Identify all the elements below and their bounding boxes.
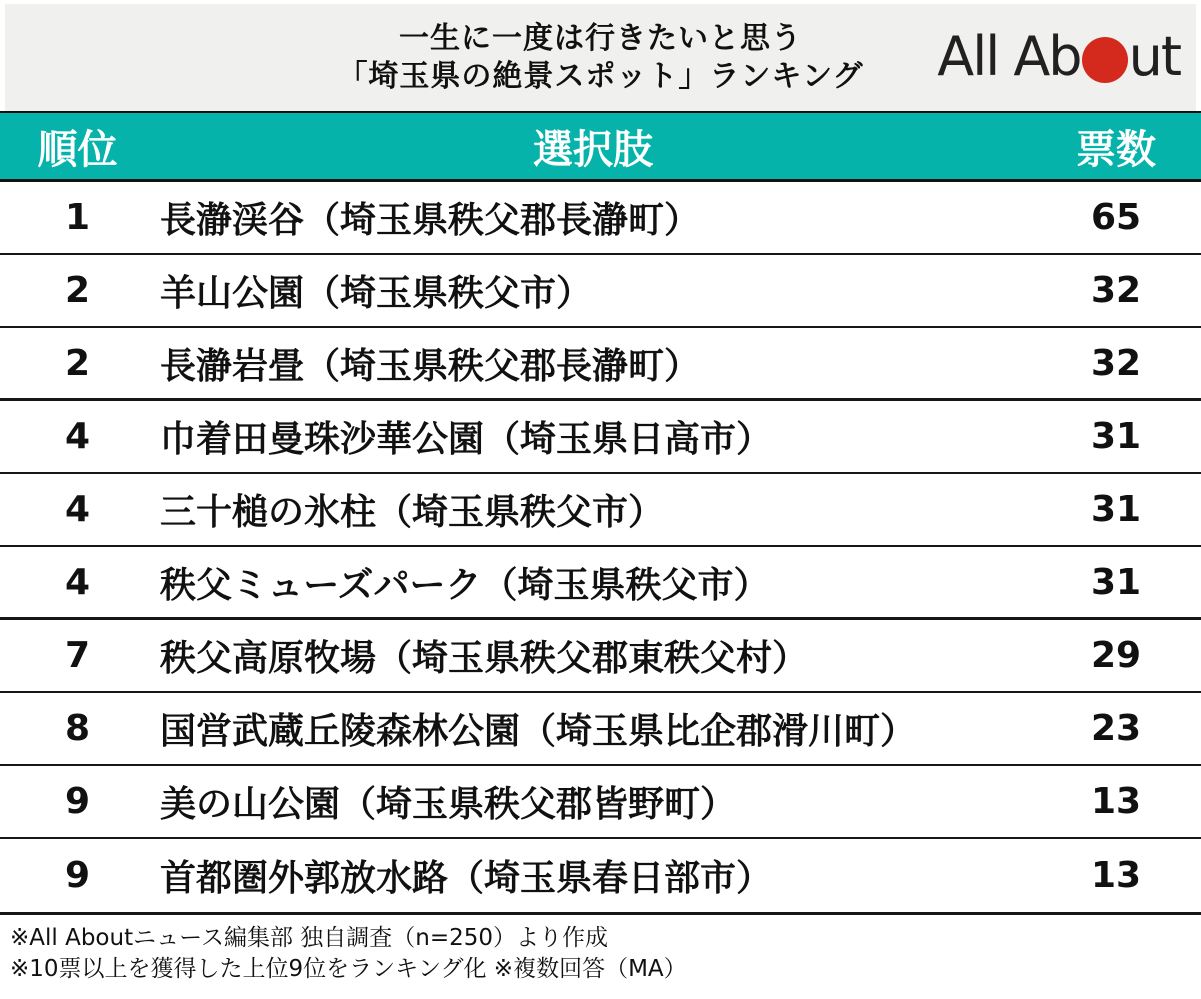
votes-cell: 13 [1090,855,1142,896]
choice-cell: 巾着田曼珠沙華公園（埼玉県日高市） [160,419,773,460]
votes-cell: 32 [1090,342,1142,384]
rank-cell: 4 [64,489,91,530]
rank-cell: 9 [64,781,91,822]
choice-cell: 羊山公園（埼玉県秩父市） [160,273,593,314]
table-row [0,693,1201,766]
table-row [0,620,1201,693]
votes-cell: 31 [1090,416,1142,457]
footnotes [0,915,1201,985]
rank-cell: 2 [64,270,91,311]
votes-cell: 29 [1090,635,1142,676]
choice-cell: 秩父高原牧場（埼玉県秩父郡東秩父村） [160,638,809,679]
footnote-method: ※10票以上を獲得した上位9位をランキング化 ※複数回答（MA） [10,956,687,982]
table-row [0,839,1201,912]
votes-cell: 31 [1090,561,1142,603]
rank-cell: 1 [64,197,91,238]
footnote-source: ※All Aboutニュース編集部 独自調査（n=250）より作成 [10,925,609,951]
table-row [0,182,1201,255]
rank-cell: 4 [64,416,91,457]
votes-cell: 65 [1090,197,1142,238]
all-about-logo [937,22,1180,92]
choice-cell: 秩父ミューズパーク（埼玉県秩父市） [160,564,770,606]
table-row [0,255,1201,328]
rank-cell: 2 [64,342,91,384]
rank-cell: 9 [64,855,91,896]
table-header-row [0,111,1201,182]
choice-cell: 長瀞岩畳（埼玉県秩父郡長瀞町） [160,345,701,387]
choice-cell: 国営武蔵丘陵森林公園（埼玉県比企郡滑川町） [160,711,917,752]
choice-cell: 長瀞渓谷（埼玉県秩父郡長瀞町） [160,200,701,241]
table-row [0,328,1201,401]
rank-cell: 8 [64,708,91,749]
page-title-line1: 一生に一度は行きたいと思う [399,20,802,56]
ranking-infographic [0,4,1201,999]
choice-cell: 首都圏外郭放水路（埼玉県春日部市） [160,858,773,899]
logo-text-left: All Ab [937,25,1081,88]
table-row [0,547,1201,620]
votes-cell: 31 [1090,489,1142,530]
column-header-votes: 票数 [1076,126,1156,173]
logo-red-dot-icon [1082,37,1128,83]
table-row [0,766,1201,839]
page-title-line2: 「埼玉県の絶景スポット」ランキング [337,58,864,94]
rank-cell: 7 [64,635,91,676]
column-header-choice: 選択肢 [533,126,653,173]
votes-cell: 13 [1090,781,1142,822]
choice-cell: 美の山公園（埼玉県秩父郡皆野町） [160,784,737,825]
page-header [5,4,1196,111]
votes-cell: 23 [1090,708,1142,749]
column-header-rank: 順位 [37,126,118,173]
table-row [0,474,1201,547]
table-row [0,401,1201,474]
rank-cell: 4 [64,561,91,603]
votes-cell: 32 [1090,270,1142,311]
logo-text-right: ut [1128,25,1180,88]
table-body [0,182,1201,915]
choice-cell: 三十槌の氷柱（埼玉県秩父市） [160,492,665,533]
